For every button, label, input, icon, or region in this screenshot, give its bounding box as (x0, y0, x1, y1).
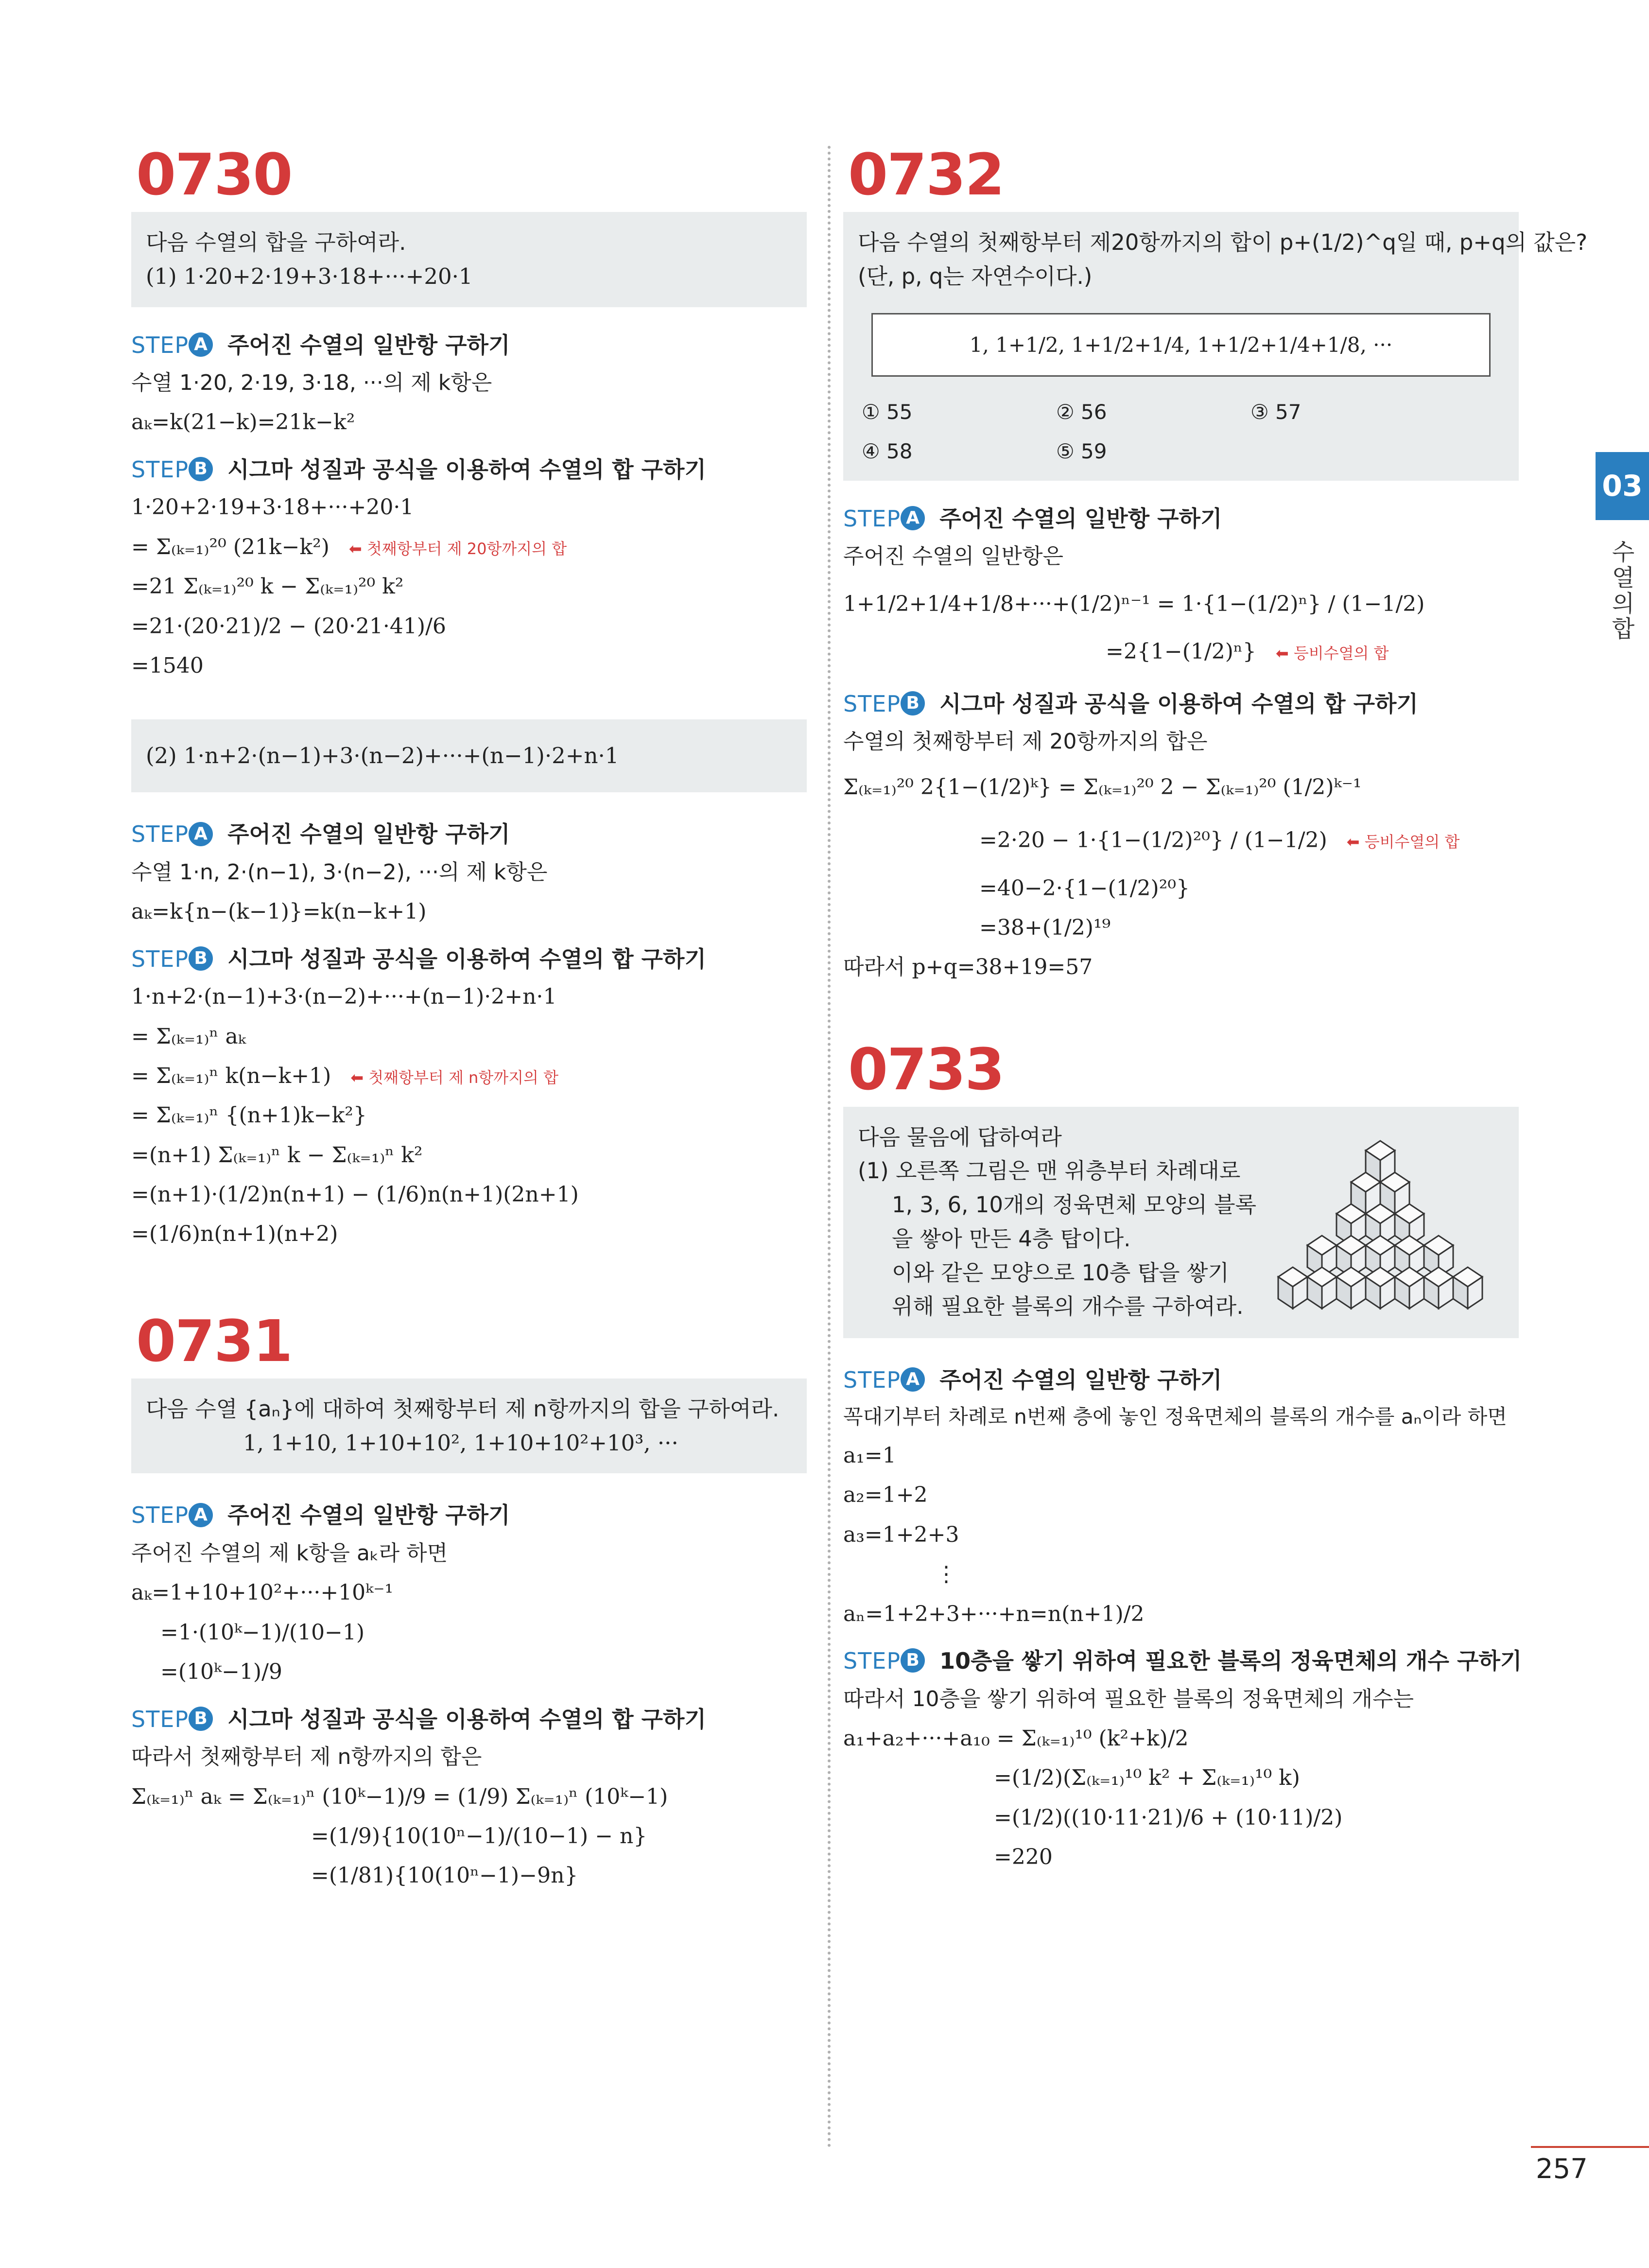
solution-line: aₖ=k(21−k)=21k−k² (131, 410, 355, 435)
answer-choices (862, 396, 1504, 467)
solution-line: aₖ=1+10+10²+···+10ᵏ⁻¹ (131, 1580, 394, 1605)
question-text: 다음 수열 {aₙ}에 대하여 첫째항부터 제 n항까지의 합을 구하여라. (146, 1396, 780, 1422)
cube-pyramid-figure (1273, 1136, 1487, 1330)
question-box (843, 212, 1588, 481)
annotation: ⬅ 첫째항부터 제 n항까지의 합 (350, 1068, 559, 1087)
question-text: 을 쌓아 만든 4층 탑이다. (892, 1225, 1131, 1252)
solution-line: =(1/6)n(n+1)(n+2) (131, 1221, 338, 1247)
solution-line: = Σ₍ₖ₌₁₎ⁿ k(n−k+1) ⬅ 첫째항부터 제 n항까지의 합 (131, 1063, 559, 1088)
annotation: ⬅ 첫째항부터 제 20항까지의 합 (348, 539, 567, 558)
step-a-heading: STEP A 주어진 수열의 일반항 구하기 (843, 505, 1222, 532)
solution-line: =(1/2)((10·11·21)/6 + (10·11)/2) (994, 1805, 1343, 1830)
solution-line: =40−2·{1−(1/2)²⁰} (979, 875, 1190, 901)
step-b-heading: STEP B 시그마 성질과 공식을 이용하여 수열의 합 구하기 (131, 1706, 706, 1732)
solution-line: =1540 (131, 653, 204, 679)
solution-line: =2{1−(1/2)ⁿ} ⬅ 등비수열의 합 (1106, 639, 1389, 664)
question-box (843, 1107, 1519, 1338)
choice-2: ② 56 (1056, 400, 1107, 424)
question-text: 위해 필요한 블록의 개수를 구하여라. (892, 1293, 1244, 1320)
question-box (131, 212, 807, 307)
choice-4: ④ 58 (862, 439, 913, 463)
solution-line: =(1/2)(Σ₍ₖ₌₁₎¹⁰ k² + Σ₍ₖ₌₁₎¹⁰ k) (994, 1765, 1300, 1791)
choice-3: ③ 57 (1250, 400, 1302, 424)
page-number-rule (1531, 2146, 1649, 2148)
solution-line: =220 (994, 1845, 1053, 1870)
problem-0730 (131, 141, 807, 1254)
solution-line: =(n+1) Σ₍ₖ₌₁₎ⁿ k − Σ₍ₖ₌₁₎ⁿ k² (131, 1142, 423, 1168)
problem-0731 (131, 1307, 807, 1896)
solution-line: 수열 1·n, 2·(n−1), 3·(n−2), ···의 제 k항은 (131, 859, 548, 885)
question-box (131, 719, 807, 792)
question-box (131, 1378, 807, 1474)
choice-5: ⑤ 59 (1056, 439, 1107, 463)
solution-line: 1·20+2·19+3·18+···+20·1 (131, 495, 414, 520)
solution-line: 1·n+2·(n−1)+3·(n−2)+···+(n−1)·2+n·1 (131, 984, 557, 1010)
problem-number: 0730 (136, 141, 292, 208)
sequence-box: 1, 1+1/2, 1+1/2+1/4, 1+1/2+1/4+1/8, ··· (871, 313, 1491, 377)
left-column (131, 141, 807, 1896)
question-text: 1, 3, 6, 10개의 정육면체 모양의 블록 (892, 1192, 1257, 1218)
solution-line: = Σ₍ₖ₌₁₎ⁿ {(n+1)k−k²} (131, 1103, 367, 1128)
solution-line: =(1/81){10(10ⁿ−1)−9n} (311, 1863, 578, 1888)
problem-0733 (843, 1035, 1522, 1877)
step-b-heading: STEP B 시그마 성질과 공식을 이용하여 수열의 합 구하기 (843, 690, 1418, 717)
question-condition: (단, p, q는 자연수이다.) (858, 263, 1093, 289)
problem-number: 0733 (848, 1035, 1004, 1103)
solution-line: = Σ₍ₖ₌₁₎ⁿ aₖ (131, 1024, 246, 1049)
solution-line: Σ₍ₖ₌₁₎ⁿ aₖ = Σ₍ₖ₌₁₎ⁿ (10ᵏ−1)/9 = (1/9) Σ₍ₖ₌₁₎ⁿ (10ᵏ−1) (131, 1784, 668, 1809)
chapter-tab: 03 (1596, 452, 1649, 520)
solution-line: 꼭대기부터 차례로 n번째 층에 놓인 정육면체의 블록의 개수를 aₙ이라 하면 (843, 1405, 1507, 1429)
solution-line: a₁=1 (843, 1443, 896, 1468)
solution-line: =21·(20·21)/2 − (20·21·41)/6 (131, 613, 446, 639)
question-text: 다음 수열의 합을 구하여라. (146, 229, 406, 255)
solution-line: a₃=1+2+3 (843, 1522, 959, 1547)
question-expression: (1) 1·20+2·19+3·18+···+20·1 (146, 263, 473, 289)
right-column (843, 141, 1588, 1877)
solution-line: a₂=1+2 (843, 1483, 928, 1508)
solution-line: Σ₍ₖ₌₁₎²⁰ 2{1−(1/2)ᵏ} = Σ₍ₖ₌₁₎²⁰ 2 − Σ₍ₖ₌₁₎²⁰ (1/2)ᵏ⁻¹ (843, 774, 1362, 800)
solution-line: =21 Σ₍ₖ₌₁₎²⁰ k − Σ₍ₖ₌₁₎²⁰ k² (131, 574, 404, 599)
step-a-heading: STEP A 주어진 수열의 일반항 구하기 (131, 821, 510, 848)
question-text: 다음 수열의 첫째항부터 제20항까지의 합이 p+(1/2)^q일 때, p+q의 값은? (858, 229, 1588, 255)
solution-line: = Σ₍ₖ₌₁₎²⁰ (21k−k²) ⬅ 첫째항부터 제 20항까지의 합 (131, 534, 567, 559)
solution-line: =38+(1/2)¹⁹ (979, 915, 1111, 940)
solution-line: =(10ᵏ−1)/9 (160, 1659, 282, 1685)
solution-line: 주어진 수열의 일반항은 (843, 544, 1064, 569)
problem-number: 0732 (848, 141, 1004, 208)
choice-1: ① 55 (862, 400, 913, 424)
annotation: ⬅ 등비수열의 합 (1275, 644, 1389, 663)
solution-line: =1·(10ᵏ−1)/(10−1) (160, 1620, 365, 1645)
solution-line: 주어진 수열의 제 k항을 aₖ라 하면 (131, 1540, 448, 1566)
step-a-heading: STEP A 주어진 수열의 일반항 구하기 (131, 331, 510, 358)
column-divider (828, 146, 831, 2148)
solution-line: a₁+a₂+···+a₁₀ = Σ₍ₖ₌₁₎¹⁰ (k²+k)/2 (843, 1726, 1189, 1751)
solution-line: =(n+1)·(1/2)n(n+1) − (1/6)n(n+1)(2n+1) (131, 1182, 579, 1207)
chapter-title: 수열의 합 (1612, 539, 1635, 643)
step-b-heading: STEP B 시그마 성질과 공식을 이용하여 수열의 합 구하기 (131, 456, 706, 483)
solution-line: 1+1/2+1/4+1/8+···+(1/2)ⁿ⁻¹ = 1·{1−(1/2)ⁿ} / (1−1/2) (843, 591, 1425, 616)
solution-line: 수열 1·20, 2·19, 3·18, ···의 제 k항은 (131, 370, 492, 396)
step-a-heading: STEP A 주어진 수열의 일반항 구하기 (843, 1366, 1222, 1393)
question-text: 다음 물음에 답하여라 (858, 1124, 1062, 1150)
page-number: 257 (1536, 2153, 1588, 2185)
solution-line: aₖ=k{n−(k−1)}=k(n−k+1) (131, 899, 427, 925)
solution-line: 따라서 10층을 쌓기 위하여 필요한 블록의 정육면체의 개수는 (843, 1686, 1414, 1711)
step-b-heading: STEP B 10층을 쌓기 위하여 필요한 블록의 정육면체의 개수 구하기 (843, 1647, 1522, 1674)
solution-line: 따라서 p+q=38+19=57 (843, 955, 1093, 980)
step-a-heading: STEP A 주어진 수열의 일반항 구하기 (131, 1502, 510, 1529)
question-expression: (2) 1·n+2·(n−1)+3·(n−2)+···+(n−1)·2+n·1 (146, 743, 619, 769)
solution-line: ⋮ (936, 1562, 957, 1587)
solution-line: 따라서 첫째항부터 제 n항까지의 합은 (131, 1745, 482, 1770)
solution-line: 수열의 첫째항부터 제 20항까지의 합은 (843, 729, 1208, 754)
step-b-heading: STEP B 시그마 성질과 공식을 이용하여 수열의 합 구하기 (131, 945, 706, 972)
solution-line: =(1/9){10(10ⁿ−1)/(10−1) − n} (311, 1823, 647, 1849)
question-text: 이와 같은 모양으로 10층 탑을 쌓기 (892, 1259, 1229, 1286)
problem-0732 (843, 141, 1588, 987)
solution-line: aₙ=1+2+3+···+n=n(n+1)/2 (843, 1601, 1145, 1626)
solution-line: =2·20 − 1·{1−(1/2)²⁰} / (1−1/2) ⬅ 등비수열의 합 (979, 828, 1460, 853)
problem-number: 0731 (136, 1307, 292, 1375)
question-text: (1) 오른쪽 그림은 맨 위층부터 차례대로 (858, 1158, 1241, 1184)
question-expression: 1, 1+10, 1+10+10², 1+10+10²+10³, ··· (243, 1430, 678, 1456)
annotation: ⬅ 등비수열의 합 (1346, 833, 1460, 852)
